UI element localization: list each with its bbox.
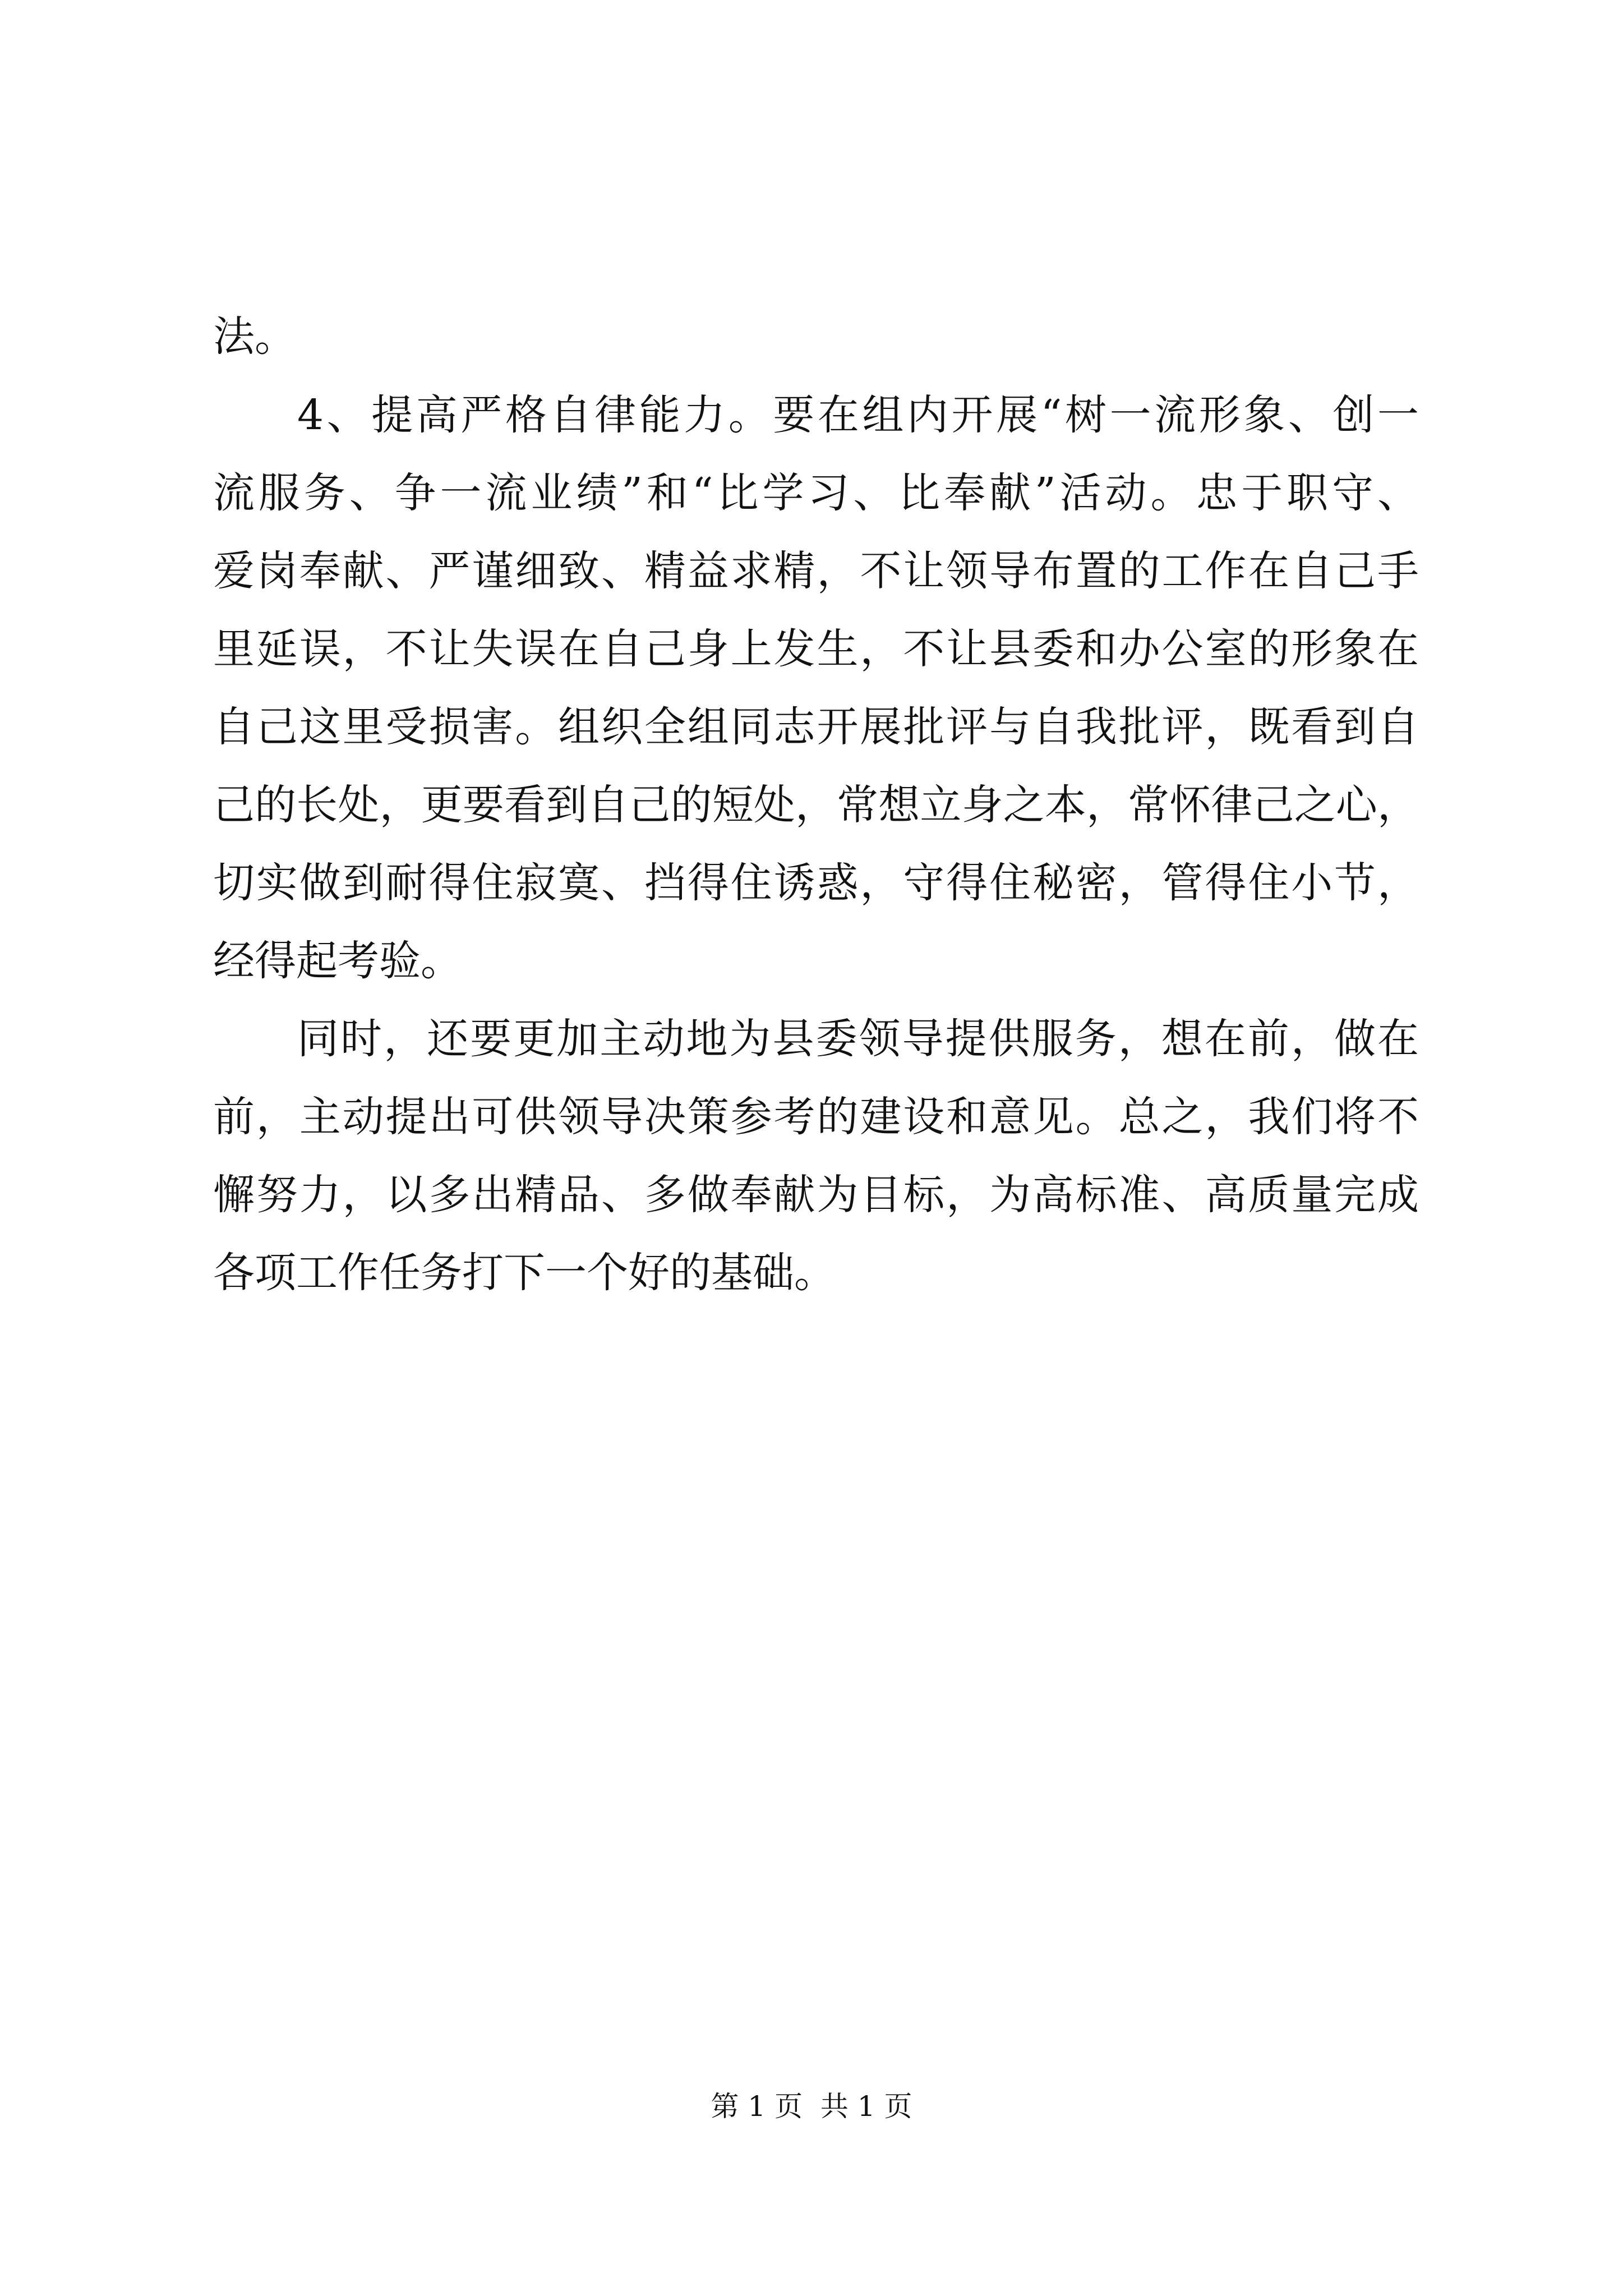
paragraph-0-line-0: 法。 (213, 312, 296, 361)
paragraph-1-line-3: 里延误，不让失误在自己身上发生，不让县委和办公室的形象在 (213, 625, 1419, 673)
paragraph-1-line-7: 经得起考验。 (213, 937, 462, 985)
page-number-footer: 第 1 页 共 1 页 (711, 2090, 912, 2123)
paragraph-2-line-3: 各项工作任务打下一个好的基础。 (213, 1249, 836, 1297)
paragraph-1-line-2: 爱岗奉献、严谨细致、精益求精，不让领导布置的工作在自己手 (213, 547, 1419, 595)
paragraph-2-line-1: 前，主动提出可供领导决策参考的建设和意见。总之，我们将不 (213, 1093, 1419, 1141)
paragraph-1-line-6: 切实做到耐得住寂寞、挡得住诱惑，守得住秘密，管得住小节， (213, 859, 1419, 907)
paragraph-1-line-1: 流服务、争一流业绩”和“比学习、比奉献”活动。忠于职守、 (213, 469, 1419, 517)
paragraph-1-line-4: 自己这里受损害。组织全组同志开展批评与自我批评，既看到自 (213, 703, 1419, 751)
paragraph-1-line-0: 4、提高严格自律能力。要在组内开展“树一流形象、创一 (297, 391, 1419, 439)
paragraph-1-line-5: 己的长处，更要看到自己的短处，常想立身之本，常怀律己之心， (213, 781, 1419, 829)
paragraph-2-line-2: 懈努力，以多出精品、多做奉献为目标，为高标准、高质量完成 (213, 1171, 1419, 1219)
paragraph-2-line-0: 同时，还要更加主动地为县委领导提供服务，想在前，做在 (297, 1015, 1419, 1063)
